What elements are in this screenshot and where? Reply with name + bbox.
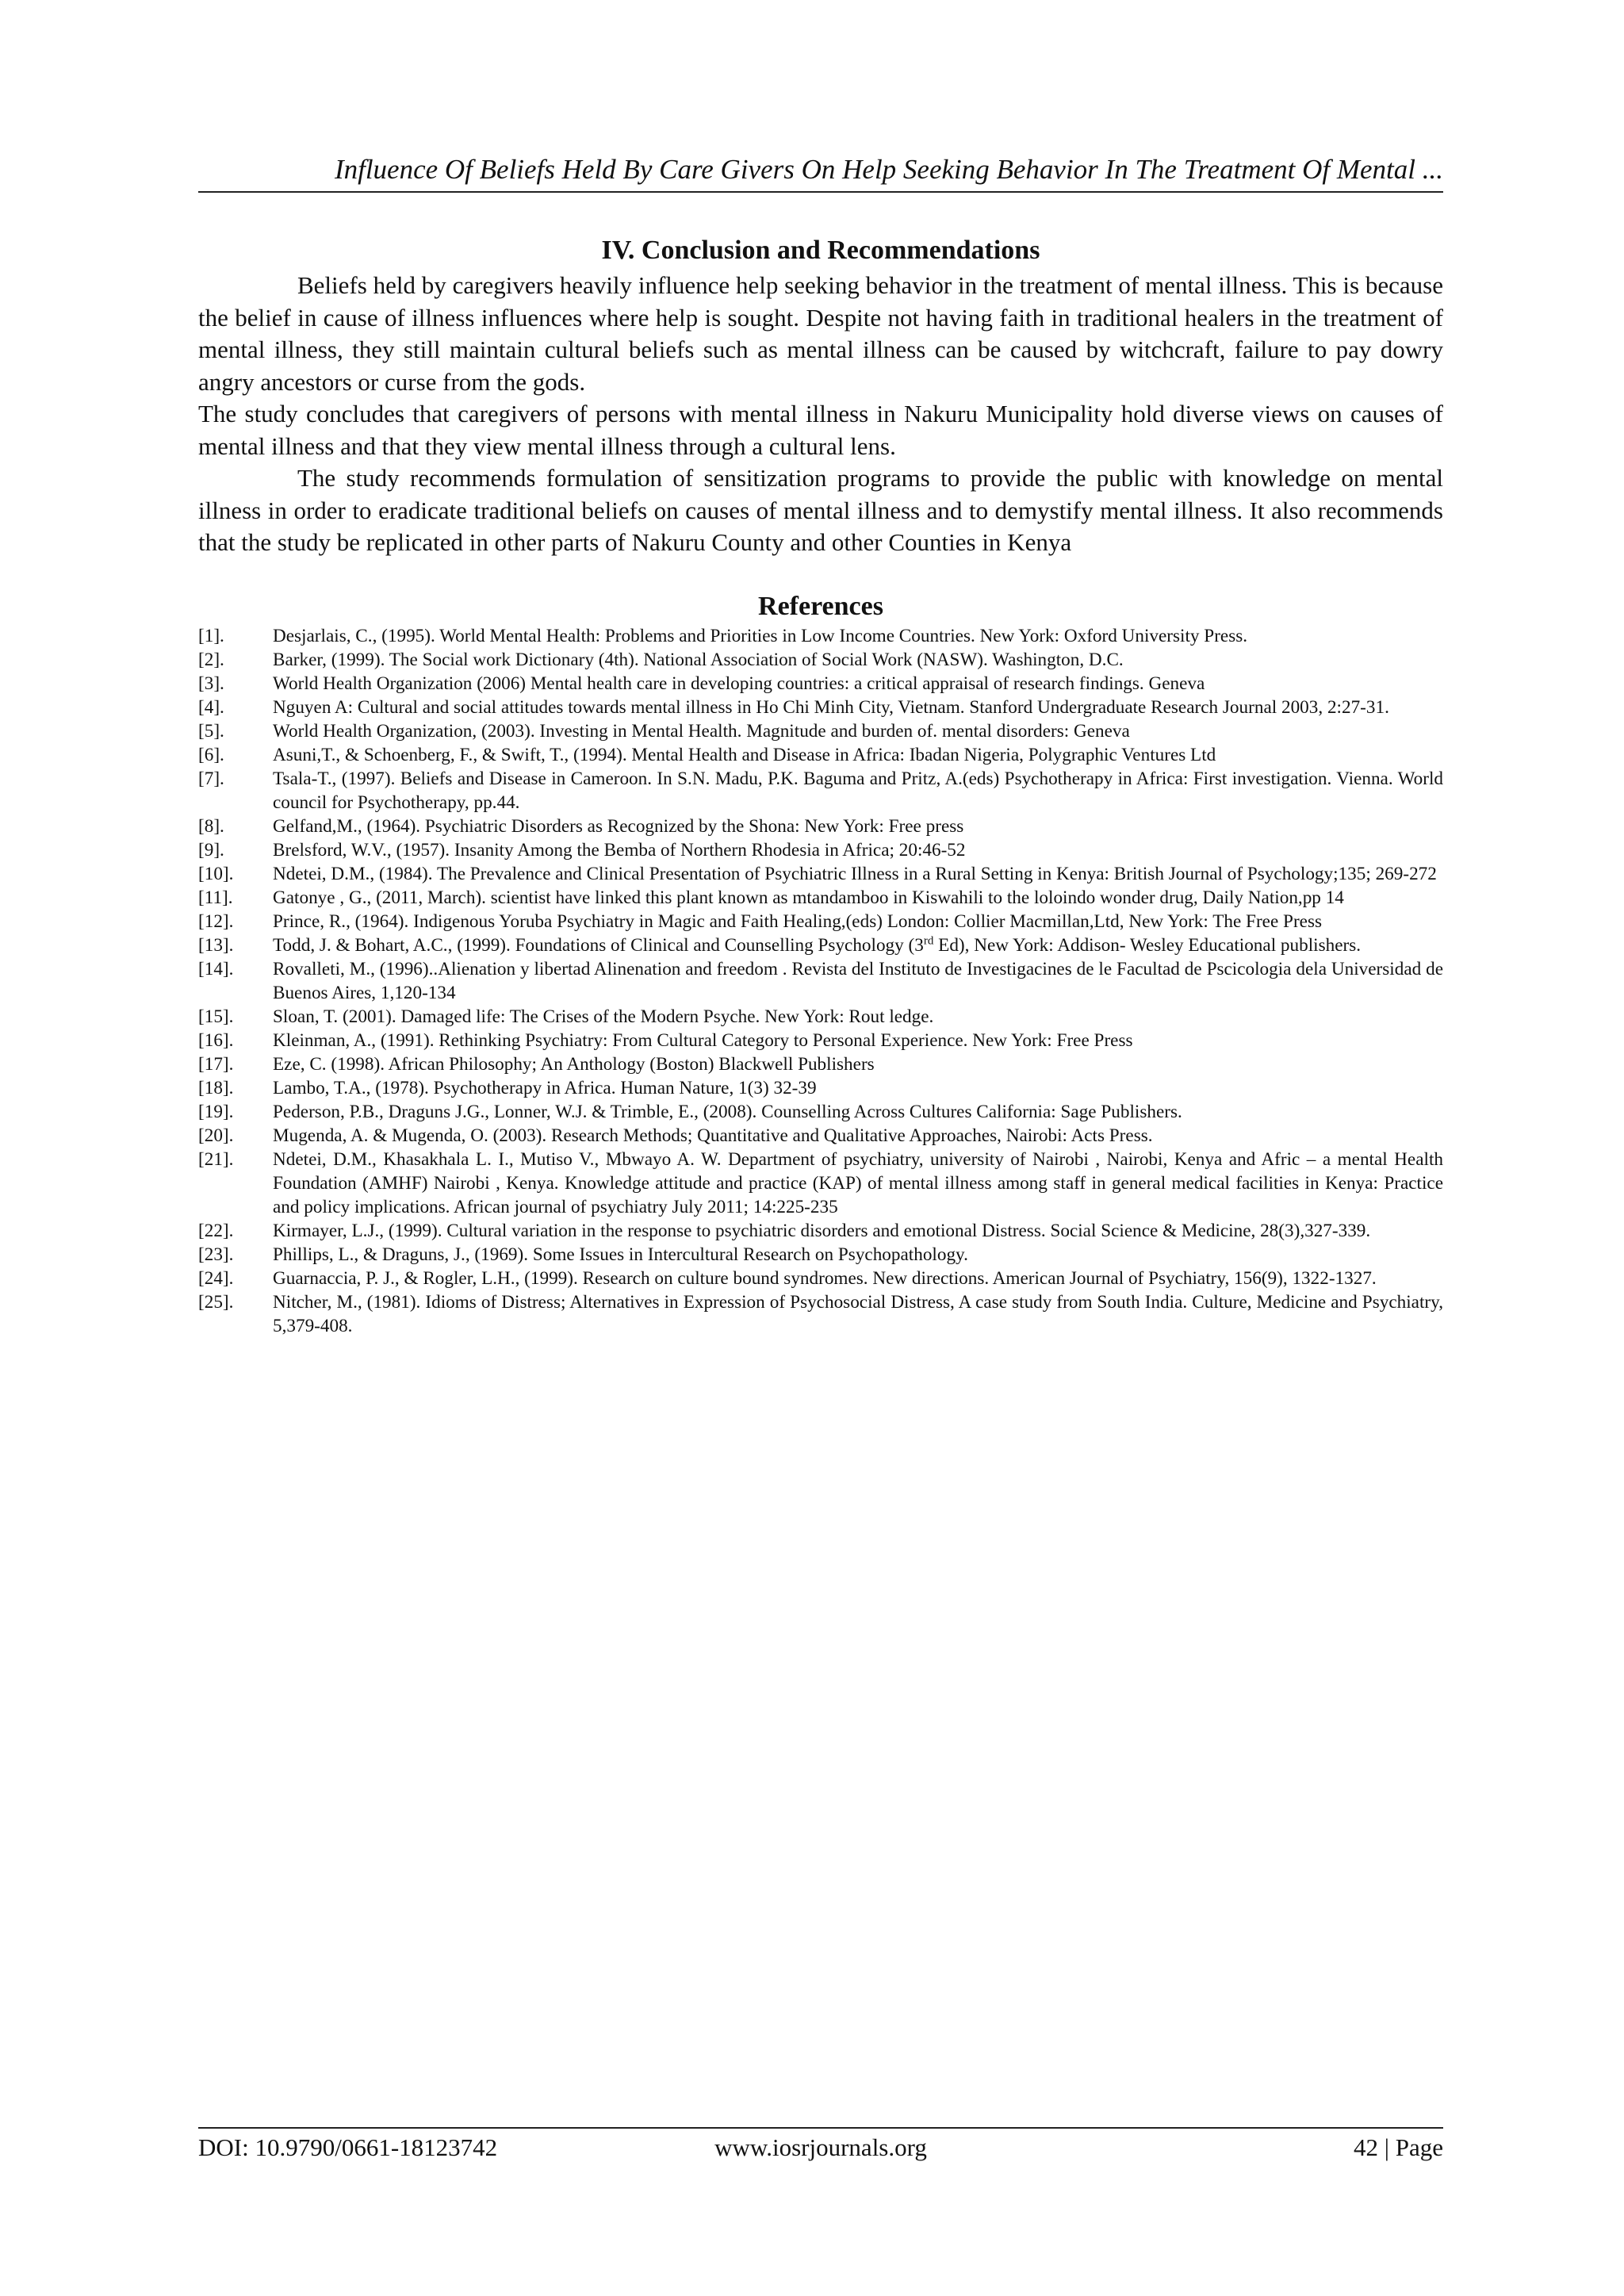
reference-number: [13]. bbox=[198, 934, 234, 956]
section-title-conclusion: IV. Conclusion and Recommendations bbox=[601, 236, 1040, 265]
reference-item bbox=[198, 624, 1443, 648]
reference-number: [6]. bbox=[198, 744, 224, 765]
reference-text: Gelfand,M., (1964). Psychiatric Disorders as Recognized by the Shona: New York: Free press bbox=[273, 815, 964, 837]
reference-item bbox=[198, 743, 1443, 767]
reference-number: [11]. bbox=[198, 887, 233, 908]
reference-text-part: Todd, J. & Bohart, A.C., (1999). Foundations of Clinical and Counselling Psychology (3 bbox=[273, 934, 924, 956]
reference-number: [14]. bbox=[198, 958, 234, 979]
reference-item bbox=[198, 696, 1443, 719]
reference-number: [5]. bbox=[198, 720, 224, 742]
reference-item bbox=[198, 862, 1443, 886]
reference-number: [16]. bbox=[198, 1029, 234, 1051]
reference-text: Nguyen A: Cultural and social attitudes towards mental illness in Ho Chi Minh City, Vietnam. Stanford Undergraduate Research Journal 2003, 2:27-31. bbox=[273, 696, 1389, 718]
reference-number: [8]. bbox=[198, 815, 224, 837]
conclusion-paragraph-3: The study recommends formulation of sensitization programs to provide the public with knowledge on mental illness in order to eradicate traditional beliefs on causes of mental illness and to demystify mental illness. It also recommends that the study be replicated in other parts of Nakuru County and other Counties in Kenya bbox=[198, 464, 1443, 556]
reference-item bbox=[198, 815, 1443, 838]
reference-item bbox=[198, 957, 1443, 1005]
page-content bbox=[198, 233, 1443, 1338]
reference-number: [15]. bbox=[198, 1006, 234, 1027]
reference-item bbox=[198, 1148, 1443, 1219]
reference-item bbox=[198, 1029, 1443, 1052]
reference-number: [24]. bbox=[198, 1267, 234, 1289]
reference-text: Nitcher, M., (1981). Idioms of Distress; Alternatives in Expression of Psychosocial Distress, A case study from South India. Culture, Medicine and Psychiatry, 5,379-408. bbox=[273, 1291, 1443, 1336]
reference-number: [23]. bbox=[198, 1244, 234, 1265]
reference-text: Lambo, T.A., (1978). Psychotherapy in Africa. Human Nature, 1(3) 32-39 bbox=[273, 1077, 817, 1098]
reference-text: Eze, C. (1998). African Philosophy; An Anthology (Boston) Blackwell Publishers bbox=[273, 1053, 875, 1075]
reference-number: [4]. bbox=[198, 696, 224, 718]
reference-text: Brelsford, W.V., (1957). Insanity Among the Bemba of Northern Rhodesia in Africa; 20:46-52 bbox=[273, 839, 966, 861]
reference-item bbox=[198, 672, 1443, 696]
reference-number: [10]. bbox=[198, 863, 234, 884]
reference-item bbox=[198, 767, 1443, 815]
reference-text: Pederson, P.B., Draguns J.G., Lonner, W.J. & Trimble, E., (2008). Counselling Across Cultures California: Sage Publishers. bbox=[273, 1101, 1182, 1122]
reference-item bbox=[198, 719, 1443, 743]
reference-list bbox=[198, 624, 1443, 1338]
reference-item bbox=[198, 1100, 1443, 1124]
reference-text: Sloan, T. (2001). Damaged life: The Crises of the Modern Psyche. New York: Rout ledge. bbox=[273, 1006, 934, 1027]
section-title-references: References bbox=[758, 591, 883, 621]
reference-item bbox=[198, 1290, 1443, 1338]
reference-item bbox=[198, 933, 1443, 957]
conclusion-paragraph-2: The study concludes that caregivers of persons with mental illness in Nakuru Municipality hold diverse views on causes of mental illness and that they view mental illness through a cultural lens. bbox=[198, 400, 1443, 460]
footer-rule bbox=[198, 2127, 1443, 2129]
reference-text: Tsala-T., (1997). Beliefs and Disease in Cameroon. In S.N. Madu, P.K. Baguma and Pritz, A.(eds) Psychotherapy in Africa: First investigation. Vienna. World council for Psychotherapy, pp.44. bbox=[273, 768, 1443, 813]
reference-text: Rovalleti, M., (1996)..Alienation y libertad Alinenation and freedom . Revista del Instituto de Investigacines de le Facultad de Pscicologia dela Universidad de Buenos Aires, 1,120-134 bbox=[273, 958, 1443, 1003]
running-header: Influence Of Beliefs Held By Care Givers On Help Seeking Behavior In The Treatment Of Mental ... bbox=[334, 154, 1443, 185]
reference-item bbox=[198, 1005, 1443, 1029]
reference-number: [12]. bbox=[198, 910, 234, 932]
reference-number: [17]. bbox=[198, 1053, 234, 1075]
header-rule bbox=[198, 191, 1443, 193]
reference-text-part: Ed), New York: Addison- Wesley Educational publishers. bbox=[933, 934, 1362, 956]
reference-text: Guarnaccia, P. J., & Rogler, L.H., (1999). Research on culture bound syndromes. New directions. American Journal of Psychiatry, 156(9), 1322-1327. bbox=[273, 1267, 1377, 1289]
reference-item bbox=[198, 1243, 1443, 1267]
reference-number: [21]. bbox=[198, 1148, 234, 1170]
reference-item bbox=[198, 1076, 1443, 1100]
footer-website: www.iosrjournals.org bbox=[714, 2133, 927, 2161]
reference-text: World Health Organization, (2003). Investing in Mental Health. Magnitude and burden of. mental disorders: Geneva bbox=[273, 720, 1130, 742]
reference-superscript: rd bbox=[923, 933, 934, 947]
reference-number: [7]. bbox=[198, 768, 224, 789]
reference-text: Mugenda, A. & Mugenda, O. (2003). Research Methods; Quantitative and Qualitative Approaches, Nairobi: Acts Press. bbox=[273, 1125, 1153, 1146]
reference-number: [19]. bbox=[198, 1101, 234, 1122]
reference-text: World Health Organization (2006) Mental health care in developing countries: a critical appraisal of research findings. Geneva bbox=[273, 673, 1205, 694]
reference-number: [25]. bbox=[198, 1291, 234, 1313]
reference-item bbox=[198, 1124, 1443, 1148]
reference-text: Ndetei, D.M., Khasakhala L. I., Mutiso V., Mbwayo A. W. Department of psychiatry, university of Nairobi , Nairobi, Kenya and Afric – a mental Health Foundation (AMHF) Nairobi , Kenya. Knowledge attitude and practice (KAP) of mental illness among staff in general medical facilities in Kenya: Practice and policy implications. African journal of psychiatry July 2011; 14:225-235 bbox=[273, 1148, 1443, 1217]
footer-page-number: 42 | Page bbox=[1354, 2133, 1443, 2161]
reference-number: [22]. bbox=[198, 1220, 234, 1241]
reference-number: [20]. bbox=[198, 1125, 234, 1146]
page-footer bbox=[198, 2130, 1443, 2165]
footer-doi: DOI: 10.9790/0661-18123742 bbox=[198, 2133, 498, 2161]
reference-item bbox=[198, 1219, 1443, 1243]
reference-item bbox=[198, 910, 1443, 933]
reference-text: Kleinman, A., (1991). Rethinking Psychiatry: From Cultural Category to Personal Experience. New York: Free Press bbox=[273, 1029, 1133, 1051]
reference-text: Kirmayer, L.J., (1999). Cultural variation in the response to psychiatric disorders and emotional Distress. Social Science & Medicine, 28(3),327-339. bbox=[273, 1220, 1371, 1241]
reference-item bbox=[198, 886, 1443, 910]
reference-text: Desjarlais, C., (1995). World Mental Health: Problems and Priorities in Low Income Countries. New York: Oxford University Press. bbox=[273, 625, 1248, 646]
reference-number: [2]. bbox=[198, 649, 224, 670]
reference-text: Phillips, L., & Draguns, J., (1969). Some Issues in Intercultural Research on Psychopathology. bbox=[273, 1244, 968, 1265]
reference-number: [18]. bbox=[198, 1077, 234, 1098]
reference-text: Prince, R., (1964). Indigenous Yoruba Psychiatry in Magic and Faith Healing,(eds) London: Collier Macmillan,Ltd, New York: The Free Press bbox=[273, 910, 1323, 932]
reference-text: Ndetei, D.M., (1984). The Prevalence and Clinical Presentation of Psychiatric Illness in a Rural Setting in Kenya: British Journal of Psychology;135; 269-272 bbox=[273, 863, 1437, 884]
reference-item bbox=[198, 838, 1443, 862]
reference-text: Asuni,T., & Schoenberg, F., & Swift, T., (1994). Mental Health and Disease in Africa: Ibadan Nigeria, Polygraphic Ventures Ltd bbox=[273, 744, 1216, 765]
reference-number: [3]. bbox=[198, 673, 224, 694]
reference-item bbox=[198, 1267, 1443, 1290]
reference-text: Gatonye , G., (2011, March). scientist have linked this plant known as mtandamboo in Kiswahili to the loloindo wonder drug, Daily Nation,pp 14 bbox=[273, 887, 1344, 908]
reference-item bbox=[198, 648, 1443, 672]
reference-text bbox=[273, 933, 1443, 957]
reference-item bbox=[198, 1052, 1443, 1076]
reference-number: [1]. bbox=[198, 625, 224, 646]
reference-text: Barker, (1999). The Social work Dictionary (4th). National Association of Social Work (NASW). Washington, D.C. bbox=[273, 649, 1124, 670]
reference-number: [9]. bbox=[198, 839, 224, 861]
conclusion-paragraph-1: Beliefs held by caregivers heavily influence help seeking behavior in the treatment of mental illness. This is because the belief in cause of illness influences where help is sought. Despite not having faith in traditional healers in the treatment of mental illness, they still maintain cultural beliefs such as mental illness can be caused by witchcraft, failure to pay dowry angry ancestors or curse from the gods. bbox=[198, 271, 1443, 396]
